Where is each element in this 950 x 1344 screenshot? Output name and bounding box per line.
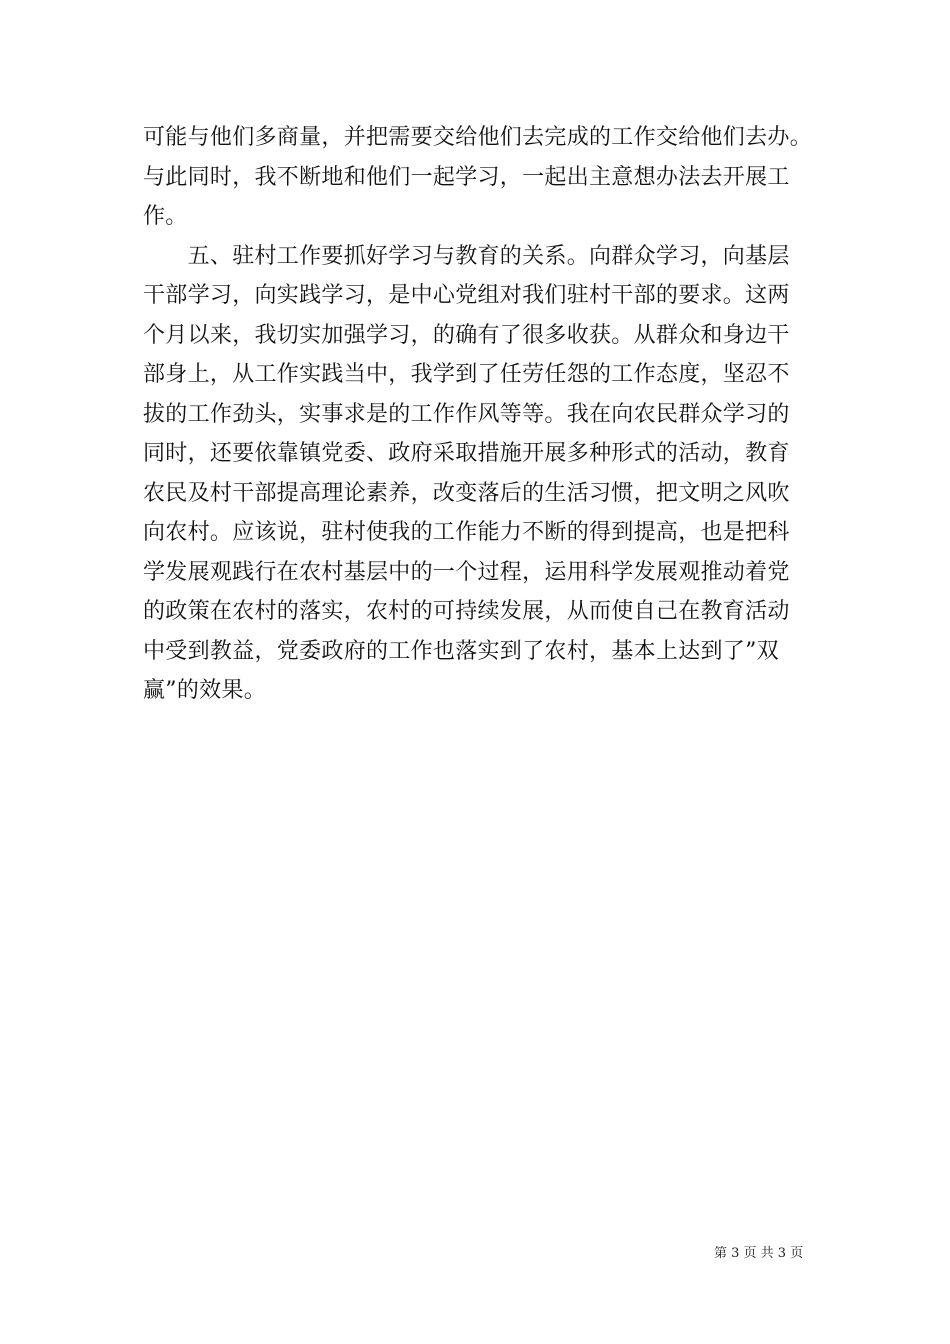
text-line: 赢”的效果。 [143, 678, 267, 703]
text-line: 学发展观践行在农村基层中的一个过程，运用科学发展观推动着党 [143, 559, 790, 585]
text-line: 五、驻村工作要抓好学习与教育的关系。向群众学习，向基层 [143, 243, 790, 269]
text-line: 中受到教益，党委政府的工作也落实到了农村，基本上达到了”双 [143, 638, 779, 664]
text-line: 的政策在农村的落实，农村的可持续发展，从而使自己在教育活动 [143, 599, 790, 624]
text-line: 可能与他们多商量，并把需要交给他们去完成的工作交给他们去办。 [143, 125, 813, 150]
text-line: 与此同时，我不断地和他们一起学习，一起出主意想办法去开展工 [143, 164, 790, 190]
page-number-footer: 第 3 页 共 3 页 [714, 1246, 804, 1261]
text-line: 作。 [143, 204, 188, 229]
body-text [143, 118, 823, 711]
text-line: 个月以来，我切实加强学习，的确有了很多收获。从群众和身边干 [143, 322, 790, 348]
text-line: 部身上，从工作实践当中，我学到了任劳任怨的工作态度，坚忍不 [143, 362, 790, 387]
text-line: 拔的工作劲头，实事求是的工作作风等等。我在向农民群众学习的 [143, 401, 790, 427]
text-line: 农民及村干部提高理论素养，改变落后的生活习惯，把文明之风吹 [143, 480, 790, 506]
text-line: 干部学习，向实践学习，是中心党组对我们驻村干部的要求。这两 [143, 283, 790, 308]
text-line: 同时，还要依靠镇党委、政府采取措施开展多种形式的活动，教育 [143, 441, 790, 466]
text-line: 向农村。应该说，驻村使我的工作能力不断的得到提高，也是把科 [143, 520, 790, 545]
